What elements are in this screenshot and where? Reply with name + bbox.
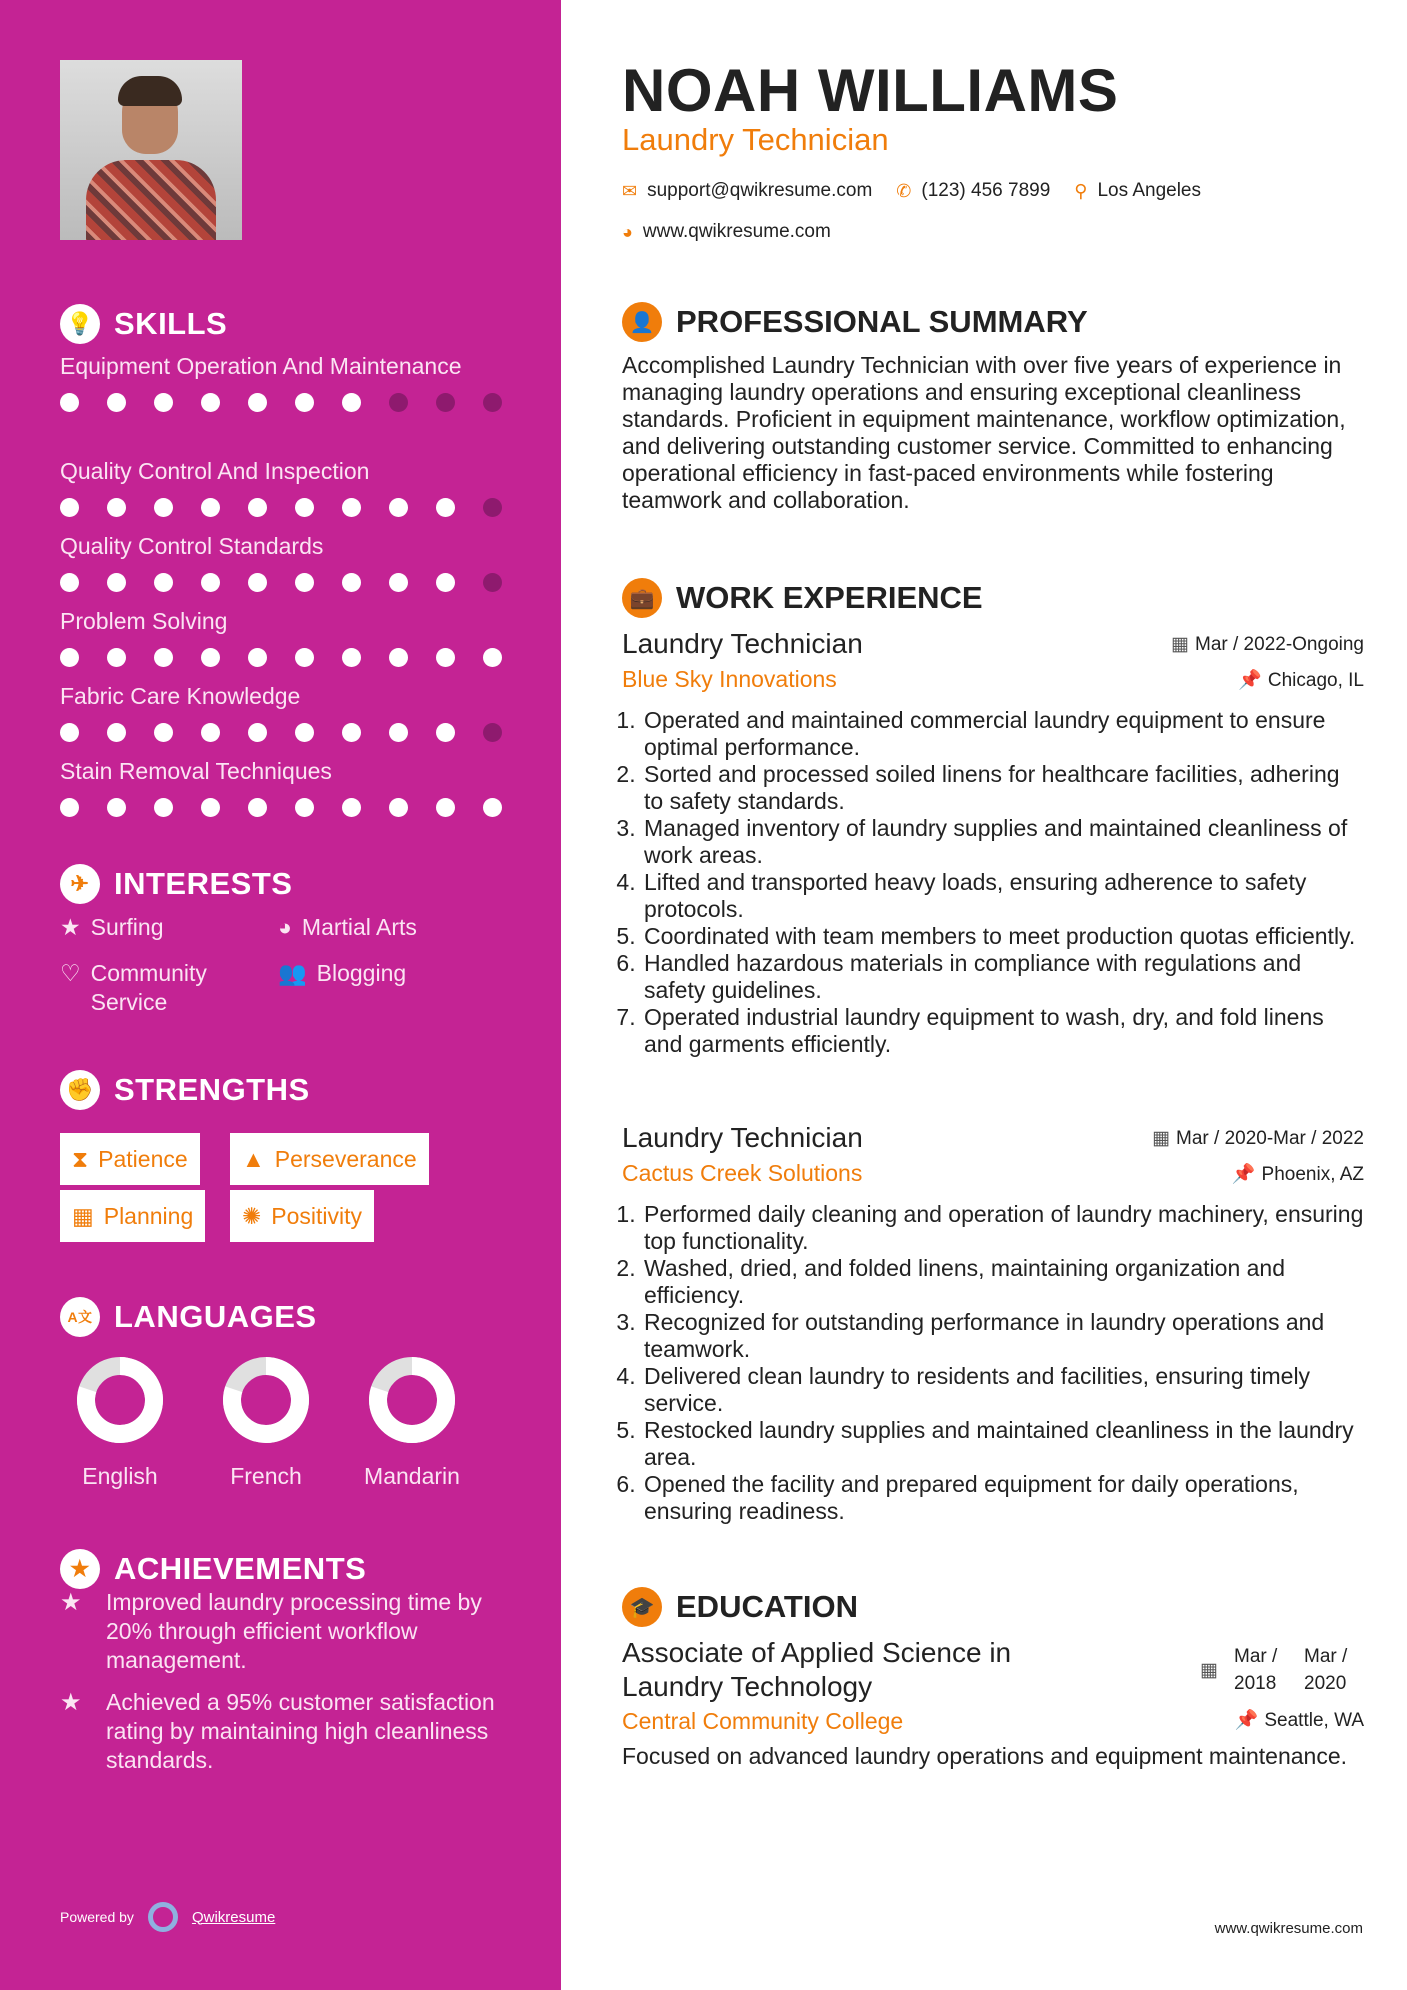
skill-level-dot — [201, 573, 220, 592]
lightbulb-icon: 💡 — [60, 304, 100, 344]
skill-rating — [60, 498, 520, 517]
profile-photo — [60, 60, 242, 240]
contact-row — [622, 180, 1364, 202]
skill-level-dot — [295, 573, 314, 592]
skill-level-dot — [60, 648, 79, 667]
achievement-item — [60, 1688, 510, 1775]
education-entry — [622, 1636, 1364, 1770]
degree: Associate of Applied Science in Laundry Technology — [622, 1637, 1012, 1702]
job-bullet: 5. Restocked laundry supplies and maintained cleanliness in the laundry area. — [642, 1417, 1364, 1471]
summary-title: PROFESSIONAL SUMMARY — [676, 304, 1088, 339]
candidate-title: Laundry Technician — [622, 122, 889, 157]
school: Central Community College — [622, 1708, 904, 1734]
qwikresume-logo-icon — [148, 1902, 178, 1932]
job-title: Laundry Technician — [622, 1122, 863, 1153]
skill-level-dot — [342, 393, 361, 412]
skill-level-dot — [60, 573, 79, 592]
skill-level-dot — [107, 798, 126, 817]
interest-item — [60, 959, 240, 1017]
strength-badge — [60, 1190, 205, 1242]
interest-item — [60, 913, 164, 942]
job-location: Chicago, IL — [1267, 669, 1364, 691]
interest-label: Martial Arts — [301, 914, 417, 940]
skill-name: Fabric Care Knowledge — [60, 683, 301, 709]
map-pin-icon: ⚲ — [1074, 180, 1088, 201]
email[interactable]: support@qwikresume.com — [647, 180, 873, 201]
strength-label: Patience — [98, 1145, 188, 1172]
achievements-heading — [60, 1549, 366, 1589]
skill-level-dot — [295, 798, 314, 817]
heart-icon: ♡ — [60, 960, 81, 986]
skill-level-dot — [436, 648, 455, 667]
powered-by — [60, 1902, 275, 1932]
skill-level-dot — [389, 498, 408, 517]
skill-level-dot — [295, 498, 314, 517]
paper-plane-icon: ✈ — [60, 864, 100, 904]
pin-icon: 📌 — [1234, 1710, 1259, 1731]
star-icon: ★ — [60, 1589, 82, 1616]
skill-level-dot — [436, 798, 455, 817]
skill-level-dot — [248, 393, 267, 412]
skill-item — [60, 352, 520, 412]
experience-heading — [622, 578, 983, 618]
skill-level-dot — [154, 798, 173, 817]
skill-level-dot — [295, 723, 314, 742]
company: Cactus Creek Solutions — [622, 1160, 863, 1186]
skill-level-dot — [201, 723, 220, 742]
footer-website[interactable]: www.qwikresume.com — [1214, 1920, 1363, 1937]
education-heading — [622, 1587, 858, 1627]
language-name: French — [230, 1463, 302, 1489]
skill-level-dot — [295, 393, 314, 412]
skill-rating — [60, 573, 520, 592]
skill-level-dot — [154, 648, 173, 667]
skill-item — [60, 607, 520, 667]
skill-level-dot — [342, 498, 361, 517]
skill-level-dot — [60, 393, 79, 412]
edu-end: Mar / 2020 — [1304, 1646, 1348, 1694]
skill-level-dot — [342, 648, 361, 667]
candidate-name: NOAH WILLIAMS — [622, 57, 1119, 124]
achievement-text: Improved laundry processing time by 20% through efficient workflow management. — [106, 1589, 482, 1673]
skill-level-dot — [342, 798, 361, 817]
language-proficiency-ring — [221, 1355, 311, 1445]
job-bullet: 2. Sorted and processed soiled linens for healthcare facilities, adhering to safety standards. — [642, 761, 1364, 815]
skill-level-dot — [107, 393, 126, 412]
job-bullets — [622, 1201, 1364, 1525]
skill-level-dot — [389, 648, 408, 667]
skill-level-dot — [107, 648, 126, 667]
skill-item — [60, 682, 520, 742]
interests-title: INTERESTS — [114, 866, 293, 901]
job-bullet: 4. Lifted and transported heavy loads, ensuring adherence to safety protocols. — [642, 869, 1364, 923]
job-bullet: 5. Coordinated with team members to meet production quotas efficiently. — [642, 923, 1364, 950]
skill-rating — [60, 798, 520, 817]
job-bullet: 7. Operated industrial laundry equipment to wash, dry, and fold linens and garments efficiently. — [642, 1004, 1364, 1058]
pin-icon: 📌 — [1238, 669, 1262, 691]
skill-level-dot — [201, 393, 220, 412]
fist-icon: ✊ — [60, 1070, 100, 1110]
translate-icon: A文 — [60, 1297, 100, 1337]
interest-item — [278, 913, 417, 942]
skill-level-dot — [342, 573, 361, 592]
skill-level-dot — [60, 723, 79, 742]
calendar-icon: ▦ — [72, 1202, 94, 1229]
job-entry — [622, 628, 1364, 1058]
skill-name: Stain Removal Techniques — [60, 758, 332, 784]
sun-icon: ✺ — [242, 1202, 262, 1229]
skill-level-dot — [60, 498, 79, 517]
job-dates: Mar / 2020-Mar / 2022 — [1176, 1127, 1364, 1149]
strength-badge — [60, 1133, 200, 1185]
interest-label: Blogging — [316, 960, 407, 986]
experience-title: WORK EXPERIENCE — [676, 580, 983, 615]
summary-heading — [622, 302, 1088, 342]
briefcase-icon: 💼 — [622, 578, 662, 618]
language-item — [60, 1355, 180, 1490]
achievement-text: Achieved a 95% customer satisfaction rating by maintaining high cleanliness standards. — [106, 1689, 495, 1773]
skill-level-dot — [154, 573, 173, 592]
calendar-icon: ▦ — [1152, 1127, 1171, 1149]
language-item — [352, 1355, 472, 1490]
star-icon: ★ — [60, 1689, 82, 1716]
users-icon: 👥 — [278, 960, 307, 986]
skill-level-dot — [436, 723, 455, 742]
skill-level-dot — [483, 648, 502, 667]
skill-level-dot — [436, 393, 455, 412]
strength-badge — [230, 1190, 374, 1242]
globe-icon: ◕ — [622, 221, 633, 242]
phone-icon: ✆ — [896, 180, 912, 201]
envelope-icon: ✉ — [622, 180, 638, 201]
strength-label: Perseverance — [274, 1145, 417, 1172]
languages-heading — [60, 1297, 317, 1337]
star-icon: ★ — [60, 914, 81, 940]
edu-location: Seattle, WA — [1264, 1710, 1364, 1731]
skill-level-dot — [60, 798, 79, 817]
calendar-icon: ▦ — [1171, 633, 1189, 655]
language-proficiency-ring — [367, 1355, 457, 1445]
strength-label: Planning — [103, 1202, 194, 1229]
skill-name: Equipment Operation And Maintenance — [60, 353, 462, 379]
skill-level-dot — [389, 723, 408, 742]
road-icon: ▲ — [242, 1145, 265, 1172]
skill-level-dot — [107, 498, 126, 517]
strengths-title: STRENGTHS — [114, 1072, 310, 1107]
skill-level-dot — [201, 498, 220, 517]
skill-name: Quality Control And Inspection — [60, 458, 370, 484]
skill-rating — [60, 393, 520, 412]
language-name: Mandarin — [364, 1463, 460, 1489]
job-bullets — [622, 707, 1364, 1058]
skill-level-dot — [342, 723, 361, 742]
edu-start: Mar / 2018 — [1234, 1646, 1278, 1694]
phone: (123) 456 7899 — [921, 180, 1051, 201]
skill-level-dot — [248, 498, 267, 517]
pin-icon: 📌 — [1231, 1163, 1256, 1185]
skill-name: Problem Solving — [60, 608, 228, 634]
skill-name: Quality Control Standards — [60, 533, 324, 559]
strength-label: Positivity — [271, 1202, 363, 1229]
skill-level-dot — [107, 573, 126, 592]
skill-level-dot — [483, 798, 502, 817]
job-location: Phoenix, AZ — [1261, 1163, 1364, 1185]
website[interactable]: www.qwikresume.com — [642, 221, 831, 242]
skill-level-dot — [248, 798, 267, 817]
hourglass-icon: ⧗ — [72, 1145, 89, 1172]
brand-link[interactable]: Qwikresume — [191, 1908, 276, 1926]
skill-level-dot — [389, 573, 408, 592]
job-bullet: 4. Delivered clean laundry to residents and facilities, ensuring timely service. — [642, 1363, 1364, 1417]
graduation-icon: 🎓 — [622, 1587, 662, 1627]
company: Blue Sky Innovations — [622, 666, 837, 692]
skill-level-dot — [248, 723, 267, 742]
skill-level-dot — [389, 393, 408, 412]
skill-item — [60, 457, 520, 517]
strength-badge — [230, 1133, 429, 1185]
skill-level-dot — [436, 573, 455, 592]
skill-level-dot — [201, 648, 220, 667]
skills-heading — [60, 304, 227, 344]
job-bullet: 6. Handled hazardous materials in compliance with regulations and safety guidelines. — [642, 950, 1364, 1004]
languages-title: LANGUAGES — [114, 1299, 317, 1334]
skill-item — [60, 757, 520, 817]
skill-rating — [60, 723, 520, 742]
skills-title: SKILLS — [114, 306, 228, 341]
skill-level-dot — [483, 723, 502, 742]
achievements-title: ACHIEVEMENTS — [114, 1551, 367, 1586]
globe-icon: ◕ — [278, 914, 292, 940]
education-title: EDUCATION — [676, 1589, 858, 1624]
language-name: English — [82, 1463, 158, 1489]
star-badge-icon: ★ — [60, 1549, 100, 1589]
interest-label: Surfing — [90, 914, 164, 940]
edu-description: Focused on advanced laundry operations and equipment maintenance. — [622, 1743, 1347, 1769]
sidebar — [0, 0, 561, 1990]
skill-level-dot — [107, 723, 126, 742]
skill-level-dot — [483, 393, 502, 412]
skill-item — [60, 532, 520, 592]
job-bullet: 3. Managed inventory of laundry supplies and maintained cleanliness of work areas. — [642, 815, 1364, 869]
summary-text: Accomplished Laundry Technician with over five years of experience in managing laundry operations and ensuring exceptional cleanliness standards. Proficient in equipment maintenance, workflow optimization, and delivering outstanding customer service. Committed to enhancing operational efficiency in fast-paced environments while fostering teamwork and collaboration. — [622, 352, 1346, 513]
skill-rating — [60, 648, 520, 667]
skill-level-dot — [436, 498, 455, 517]
skill-level-dot — [483, 498, 502, 517]
interests-heading — [60, 864, 292, 904]
location: Los Angeles — [1097, 180, 1201, 201]
interest-item — [278, 959, 406, 988]
job-bullet: 3. Recognized for outstanding performance in laundry operations and teamwork. — [642, 1309, 1364, 1363]
calendar-icon: ▦ — [1200, 1659, 1218, 1681]
skill-level-dot — [295, 648, 314, 667]
skill-level-dot — [248, 573, 267, 592]
skill-level-dot — [201, 798, 220, 817]
job-bullet: 2. Washed, dried, and folded linens, maintaining organization and efficiency. — [642, 1255, 1364, 1309]
job-dates: Mar / 2022-Ongoing — [1195, 633, 1364, 655]
job-title: Laundry Technician — [622, 628, 863, 659]
job-bullet: 6. Opened the facility and prepared equipment for daily operations, ensuring readiness. — [642, 1471, 1364, 1525]
user-icon: 👤 — [622, 302, 662, 342]
job-entry — [622, 1122, 1364, 1525]
powered-by-label: Powered by — [60, 1909, 134, 1925]
language-proficiency-ring — [75, 1355, 165, 1445]
interest-label: Community Service — [90, 960, 207, 1015]
strengths-heading — [60, 1070, 310, 1110]
job-bullet: 1. Performed daily cleaning and operation of laundry machinery, ensuring top functionality. — [642, 1201, 1364, 1255]
achievement-item — [60, 1588, 510, 1675]
skill-level-dot — [154, 723, 173, 742]
skill-level-dot — [154, 498, 173, 517]
skill-level-dot — [389, 798, 408, 817]
language-item — [206, 1355, 326, 1490]
website-row — [622, 221, 1364, 243]
skill-level-dot — [248, 648, 267, 667]
skill-level-dot — [483, 573, 502, 592]
skill-level-dot — [154, 393, 173, 412]
job-bullet: 1. Operated and maintained commercial laundry equipment to ensure optimal performance. — [642, 707, 1364, 761]
